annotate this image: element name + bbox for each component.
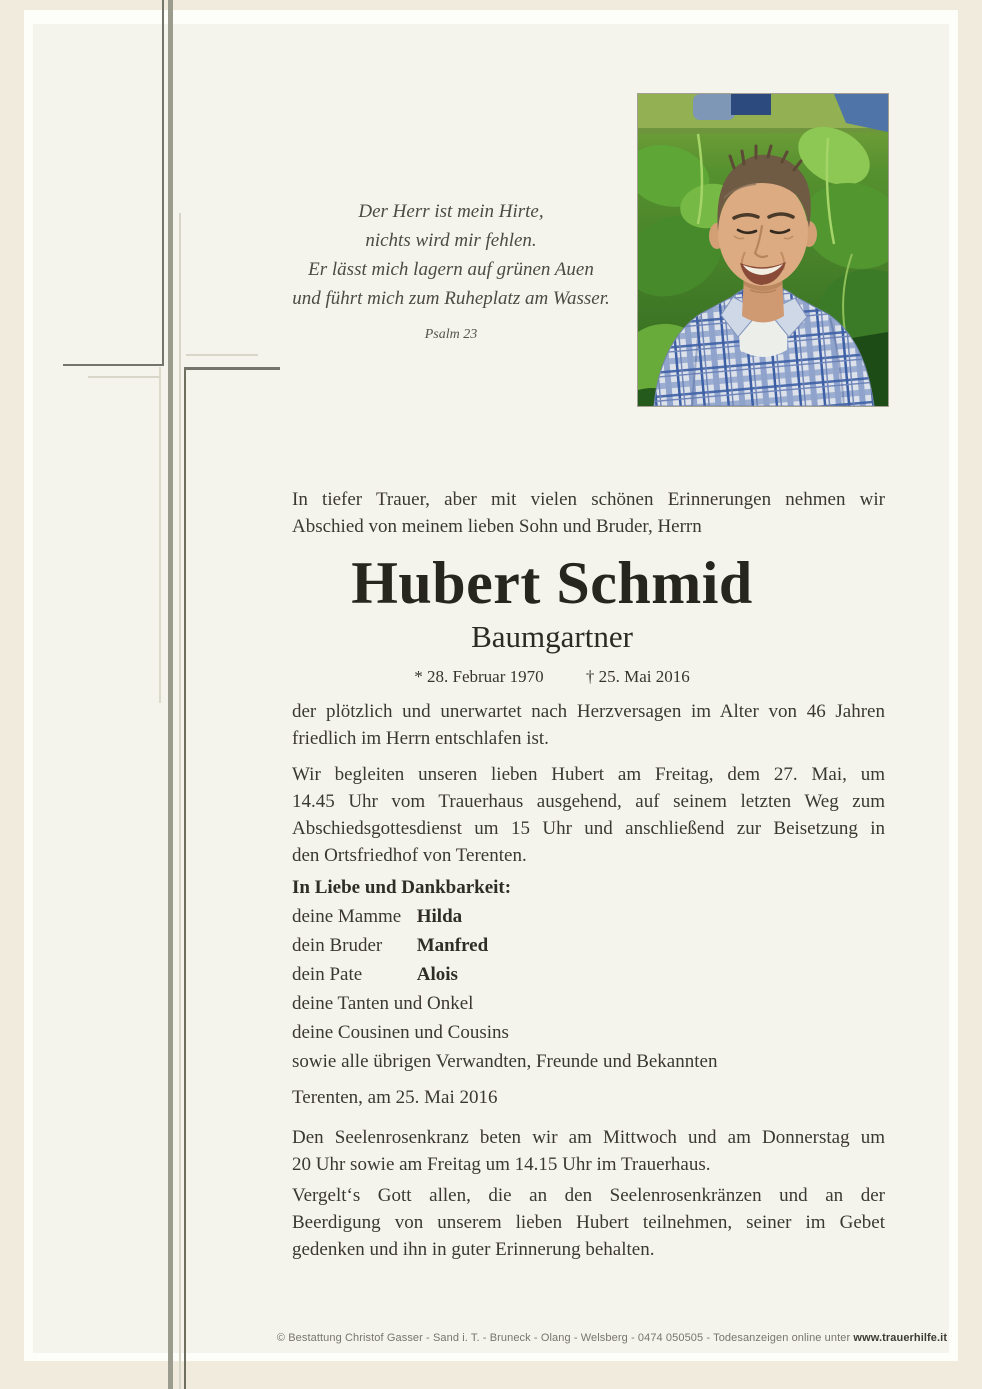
mourner-relation: sowie alle übrigen Verwandten, Freunde und Bekannten (292, 1051, 718, 1072)
cross-vertical-light-left (159, 367, 161, 703)
blue-object (731, 94, 771, 115)
paragraph-line: Abschied von meinem lieben Sohn und Bruder, Herrn (292, 516, 702, 537)
paragraph-line: der plötzlich und unerwartet nach Herzversagen im Alter von 46 Jahren (292, 701, 885, 722)
portrait-illustration (638, 94, 888, 406)
psalm-line: nichts wird mir fehlen. (365, 230, 537, 251)
paragraph-line: 20 Uhr sowie am Freitag um 14.15 Uhr im Trauerhaus. (292, 1154, 711, 1175)
birth-date: * 28. Februar 1970 (414, 667, 544, 686)
cross-arm-left-light (88, 376, 160, 378)
paragraph-line: gedenken und ihn in guter Erinnerung behalten. (292, 1239, 655, 1260)
footer-credit-text: © Bestattung Christof Gasser - Sand i. T. - Bruneck - Olang - Welsberg - 0474 050505 - Todesanzeigen online unter (276, 1332, 854, 1344)
paragraph-line: Abschiedsgottesdienst um 15 Uhr und anschließend zur Beisetzung in (292, 818, 885, 839)
cross-vertical-dark-top (162, 0, 164, 366)
mourner-relation: dein Bruder (292, 935, 383, 956)
mourners-list (292, 873, 885, 1076)
cross-vertical-light-right (179, 213, 181, 1389)
psalm-verse (251, 197, 651, 349)
paragraph-line: den Ortsfriedhof von Terenten. (292, 845, 527, 866)
mourner-row (292, 989, 885, 1018)
mourner-row (292, 902, 885, 931)
deceased-name-block (252, 552, 852, 687)
life-dates (252, 667, 852, 687)
psalm-line: Er lässt mich lagern auf grünen Auen (308, 259, 594, 280)
psalm-line: Der Herr ist mein Hirte, (358, 201, 544, 222)
footer-link[interactable]: www.trauerhilfe.it (853, 1332, 948, 1344)
cross-arm-right-light (186, 354, 258, 356)
footer-credit (262, 1331, 962, 1346)
deceased-name: Hubert Schmid (351, 550, 753, 616)
paragraph-line: Wir begleiten unseren lieben Hubert am Freitag, dem 27. Mai, um (292, 764, 885, 785)
place-dateline: Terenten, am 25. Mai 2016 (292, 1087, 498, 1108)
cross-vertical-dark-bottom (184, 367, 186, 1389)
mourner-relation: dein Pate (292, 964, 363, 985)
funeral-paragraph (292, 761, 885, 869)
paragraph-line: 14.45 Uhr vom Trauerhaus ausgehend, auf seinem letzten Weg zum (292, 791, 885, 812)
thanks-paragraph (292, 1182, 885, 1263)
cross-arm-left-dark (63, 364, 164, 366)
rosary-paragraph (292, 1124, 885, 1178)
cross-arm-right-dark (184, 367, 280, 370)
death-notice-paragraph (292, 698, 885, 752)
psalm-line: und führt mich zum Ruheplatz am Wasser. (292, 288, 610, 309)
paragraph-line: Vergelt‘s Gott allen, die an den Seelenrosenkränzen und an der (292, 1185, 885, 1206)
paragraph-line: friedlich im Herrn entschlafen ist. (292, 728, 549, 749)
mourner-relation: deine Mamme (292, 906, 402, 927)
death-date: † 25. Mai 2016 (585, 667, 690, 686)
intro-paragraph (292, 486, 885, 540)
deceased-house-name: Baumgartner (471, 619, 633, 654)
mourner-name: Hilda (416, 906, 463, 927)
paragraph-line: Den Seelenrosenkranz beten wir am Mittwoch und am Donnerstag um (292, 1127, 885, 1148)
mourner-name: Manfred (416, 935, 489, 956)
mourners-heading: In Liebe und Dankbarkeit: (292, 877, 512, 898)
paragraph-line: Beerdigung von unserem lieben Hubert teilnehmen, seiner im Gebet (292, 1212, 885, 1233)
mourner-relation: deine Cousinen und Cousins (292, 1022, 509, 1043)
mourner-name: Alois (416, 964, 458, 985)
psalm-source: Psalm 23 (424, 327, 478, 342)
cross-vertical-thick (168, 0, 173, 1389)
mourner-relation: deine Tanten und Onkel (292, 993, 474, 1014)
portrait-photo (637, 93, 889, 407)
mourner-row (292, 960, 885, 989)
mourner-row (292, 1047, 885, 1076)
mourner-row (292, 931, 885, 960)
paragraph-line: In tiefer Trauer, aber mit vielen schönen Erinnerungen nehmen wir (292, 489, 885, 510)
mourner-row (292, 1018, 885, 1047)
blue-object (693, 94, 735, 120)
